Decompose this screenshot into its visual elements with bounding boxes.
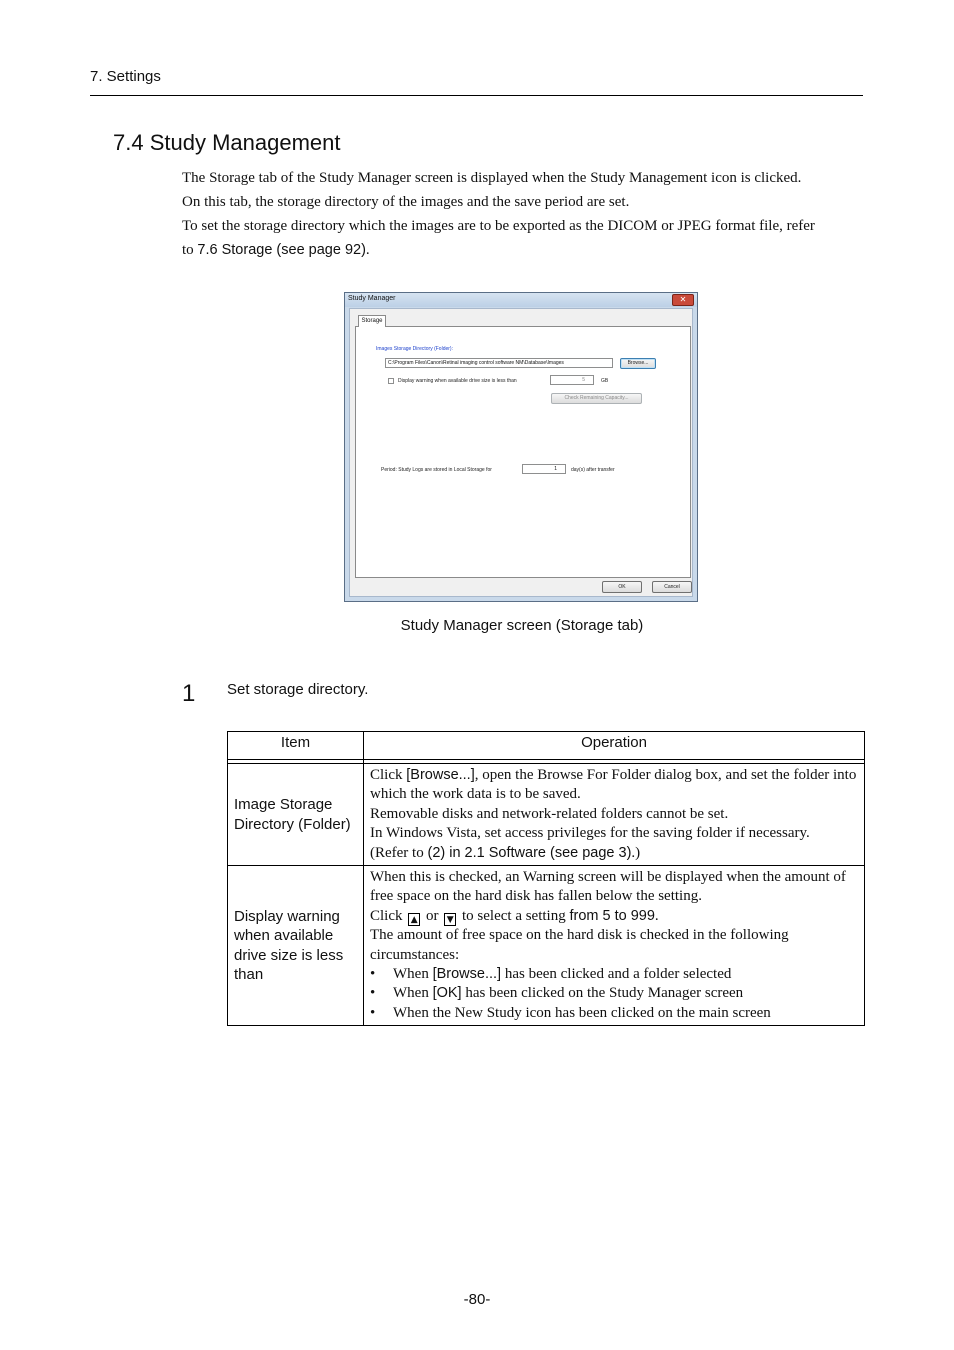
operation-table bbox=[227, 731, 865, 1026]
tab-storage: Storage bbox=[358, 315, 386, 327]
bullet-icon: • bbox=[370, 966, 376, 983]
period-value: 1 bbox=[554, 466, 557, 472]
warning-size-field bbox=[550, 375, 594, 385]
period-label: Period: Study Logs are stored in Local Storage for bbox=[381, 467, 492, 473]
storage-tab-panel bbox=[355, 326, 691, 578]
column-header-item: Item bbox=[228, 732, 364, 760]
range-text: from 5 to 999 bbox=[569, 907, 655, 924]
browse-ref: [Browse...] bbox=[406, 767, 475, 783]
bullet-icon: • bbox=[370, 1004, 376, 1021]
running-header: 7. Settings bbox=[90, 68, 161, 85]
row-item-image-storage: Image Storage Directory (Folder) bbox=[228, 764, 364, 866]
section-title: 7.4 Study Management bbox=[113, 130, 341, 155]
bullet-icon: • bbox=[370, 985, 376, 1002]
folder-label: Images Storage Directory (Folder): bbox=[376, 346, 453, 352]
figure-caption: Study Manager screen (Storage tab) bbox=[400, 617, 644, 634]
intro-line-4 bbox=[182, 238, 872, 262]
warning-size-value: 5 bbox=[582, 377, 585, 383]
list-item: • When [OK] has been clicked on the Study Manager screen bbox=[370, 984, 858, 1003]
row-item-display-warning: Display warning when available drive size is less than bbox=[228, 866, 364, 1026]
intro-period: . bbox=[365, 242, 370, 258]
table-row bbox=[228, 764, 865, 866]
browse-button: Browse... bbox=[620, 358, 656, 369]
warning-unit: GB bbox=[601, 378, 609, 384]
down-arrow-icon: ▼ bbox=[444, 913, 456, 926]
row-operation-image-storage: Click [Browse...], open the Browse For Folder dialog box, and set the folder into which the work data is to be saved. Removable disks and network-related folders cannot be set. In Windows Vista, set access privileges for the saving folder if necessary. (Refer to (2) in 2.1 Software (see page 3).) bbox=[364, 764, 865, 866]
step-number: 1 bbox=[182, 680, 196, 707]
list-item: • When [Browse...] has been clicked and a folder selected bbox=[370, 965, 858, 984]
ok-button: OK bbox=[602, 581, 642, 593]
folder-path-field: C:\Program Files\Canon\Retinal imaging control software NM\Database\Images bbox=[385, 358, 613, 368]
storage-reference-link[interactable]: 7.6 Storage (see page 92) bbox=[197, 242, 366, 258]
list-item: • When the New Study icon has been clicked on the main screen bbox=[370, 1004, 858, 1023]
dialog-titlebar bbox=[345, 293, 697, 307]
column-header-operation: Operation bbox=[364, 732, 865, 760]
page-number: -80- bbox=[463, 1291, 491, 1308]
intro-line-1: The Storage tab of the Study Manager screen is displayed when the Study Management icon is clicked. bbox=[182, 170, 802, 186]
table-row bbox=[228, 866, 865, 1026]
step-text: Set storage directory. bbox=[227, 681, 369, 698]
warning-label: Display warning when available drive size is less than bbox=[398, 378, 517, 384]
header-divider bbox=[90, 95, 863, 96]
intro-to: to bbox=[182, 242, 198, 258]
intro-text bbox=[182, 166, 872, 262]
dialog-title: Study Manager bbox=[348, 295, 396, 302]
intro-line-2: On this tab, the storage directory of the images and the save period are set. bbox=[182, 194, 630, 210]
check-capacity-button: Check Remaining Capacity... bbox=[551, 393, 642, 404]
dialog-body bbox=[349, 308, 693, 597]
circumstances-intro: The amount of free space on the hard disk is checked in the following circumstances: bbox=[370, 927, 789, 963]
removable-note: Removable disks and network-related folders cannot be set. bbox=[370, 805, 729, 822]
up-arrow-icon: ▲ bbox=[408, 913, 420, 926]
intro-line-3: To set the storage directory which the images are to be exported as the DICOM or JPEG format file, refer bbox=[182, 218, 815, 234]
warning-description: When this is checked, an Warning screen will be displayed when the amount of free space on the hard disk has fallen below the setting. bbox=[370, 869, 846, 905]
period-unit: day(s) after transfer bbox=[571, 467, 615, 473]
row-operation-display-warning: When this is checked, an Warning screen will be displayed when the amount of free space on the hard disk has fallen below the setting. Click ▲ or ▼ to select a setting from 5 to 999. The amount of free space on the hard disk is checked in the following circumstances: • When [Browse...] has been clicked and a folder selected • When [OK] has been clicked on the Study Manager screen • When the New Study icon has been clicked on the main screen bbox=[364, 866, 865, 1026]
vista-note: In Windows Vista, set access privileges for the saving folder if necessary. bbox=[370, 825, 810, 842]
cancel-button: Cancel bbox=[652, 581, 692, 593]
close-icon: ✕ bbox=[672, 294, 694, 306]
warning-checkbox bbox=[388, 378, 394, 384]
study-manager-screenshot bbox=[344, 292, 698, 602]
table-header-row bbox=[228, 732, 865, 760]
period-field bbox=[522, 464, 566, 474]
software-reference-link[interactable]: (2) in 2.1 Software (see page 3) bbox=[427, 844, 632, 861]
